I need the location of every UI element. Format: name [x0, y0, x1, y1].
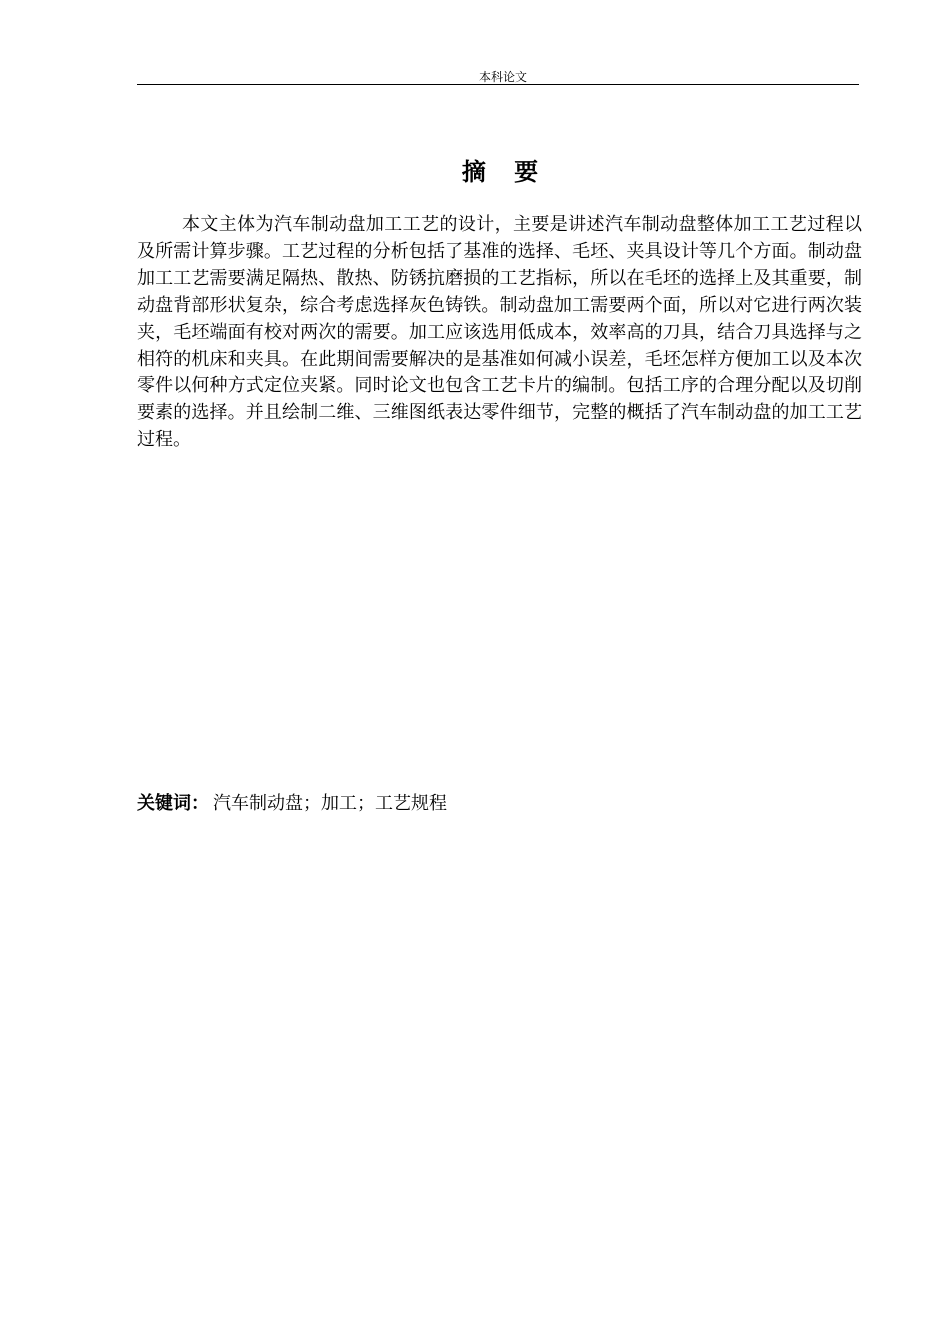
abstract-body: 本文主体为汽车制动盘加工工艺的设计，主要是讲述汽车制动盘整体加工工艺过程以及所需计算步骤。工艺过程的分析包括了基准的选择、毛坯、夹具设计等几个方面。制动盘加工工艺需要满足隔热、散热、防锈抗磨损的工艺指标，所以在毛坯的选择上及其重要，制动盘背部形状复杂，综合考虑选择灰色铸铁。制动盘加工需要两个面，所以对它进行两次装夹，毛坯端面有校对两次的需要。加工应该选用低成本，效率高的刀具，结合刀具选择与之相符的机床和夹具。在此期间需要解决的是基准如何减小误差，毛坯怎样方便加工以及本次零件以何种方式定位夹紧。同时论文也包含工艺卡片的编制。包括工序的合理分配以及切削要素的选择。并且绘制二维、三维图纸表达零件细节，完整的概括了汽车制动盘的加工工艺过程。	[137, 214, 862, 451]
keywords-label: 关键词：	[137, 793, 209, 814]
keywords-line	[137, 791, 859, 817]
keywords-value: 汽车制动盘；加工；工艺规程	[213, 793, 447, 814]
abstract-title: 摘 要	[461, 158, 549, 186]
page-header	[137, 66, 859, 85]
page-header-text: 本科论文	[478, 70, 527, 84]
